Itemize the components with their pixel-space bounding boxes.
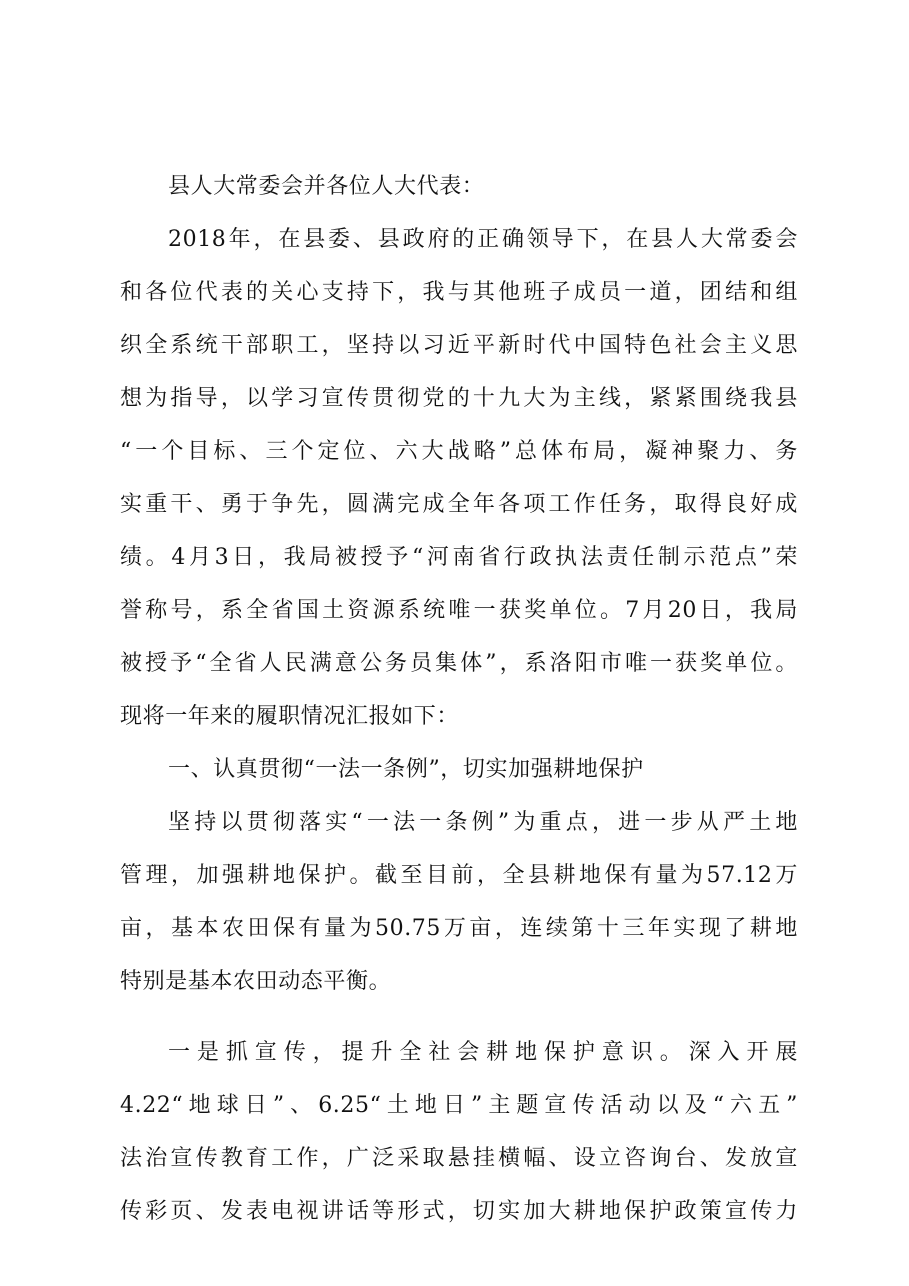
section-heading: 一、认真贯彻“一法一条例”，切实加强耕地保护 xyxy=(168,757,644,782)
paragraph-gap xyxy=(120,1008,798,1026)
paragraph-line: “一个目标、三个定位、六大战略”总体布局，凝神聚力、务 xyxy=(120,439,798,464)
paragraph-line: 亩，基本农田保有量为50.75万亩，连续第十三年实现了耕地 xyxy=(120,916,798,941)
paragraph-line: 传彩页、发表电视讲话等形式，切实加大耕地保护政策宣传力 xyxy=(120,1199,798,1224)
greeting-line: 县人大常委会并各位人大代表： xyxy=(168,174,485,199)
paragraph-line: 和各位代表的关心支持下，我与其他班子成员一道，团结和组 xyxy=(120,280,798,305)
paragraph-line: 想为指导，以学习宣传贯彻党的十九大为主线，紧紧围绕我县 xyxy=(120,386,798,411)
paragraph-line: 坚持以贯彻落实“一法一条例”为重点，进一步从严土地 xyxy=(168,810,798,835)
paragraph-line: 织全系统干部职工，坚持以习近平新时代中国特色社会主义思 xyxy=(120,333,798,358)
paragraph-publicity xyxy=(120,1026,798,1238)
paragraph-line: 特别是基本农田动态平衡。 xyxy=(120,969,392,994)
paragraph-line: 绩。4月3日，我局被授予“河南省行政执法责任制示范点”荣 xyxy=(120,545,798,570)
paragraph-line: 一是抓宣传，提升全社会耕地保护意识。深入开展 xyxy=(168,1040,798,1065)
paragraph-line: 法治宣传教育工作，广泛采取悬挂横幅、设立咨询台、发放宣 xyxy=(120,1146,798,1171)
paragraph-line: 2018年，在县委、县政府的正确领导下，在县人大常委会 xyxy=(168,227,798,252)
paragraph-line: 实重干、勇于争先，圆满完成全年各项工作任务，取得良好成 xyxy=(120,492,798,517)
paragraph-line: 现将一年来的履职情况汇报如下： xyxy=(120,704,460,729)
paragraph-intro xyxy=(120,213,798,743)
document-body xyxy=(120,160,798,1238)
paragraph-line: 4.22“地球日”、6.25“土地日”主题宣传活动以及“六五” xyxy=(120,1093,798,1118)
paragraph-line: 被授予“全省人民满意公务员集体”，系洛阳市唯一获奖单位。 xyxy=(120,651,798,676)
paragraph-line: 管理，加强耕地保护。截至目前，全县耕地保有量为57.12万 xyxy=(120,863,798,888)
paragraph-farmland xyxy=(120,796,798,1008)
paragraph-line: 誉称号，系全省国土资源系统唯一获奖单位。7月20日，我局 xyxy=(120,598,798,623)
